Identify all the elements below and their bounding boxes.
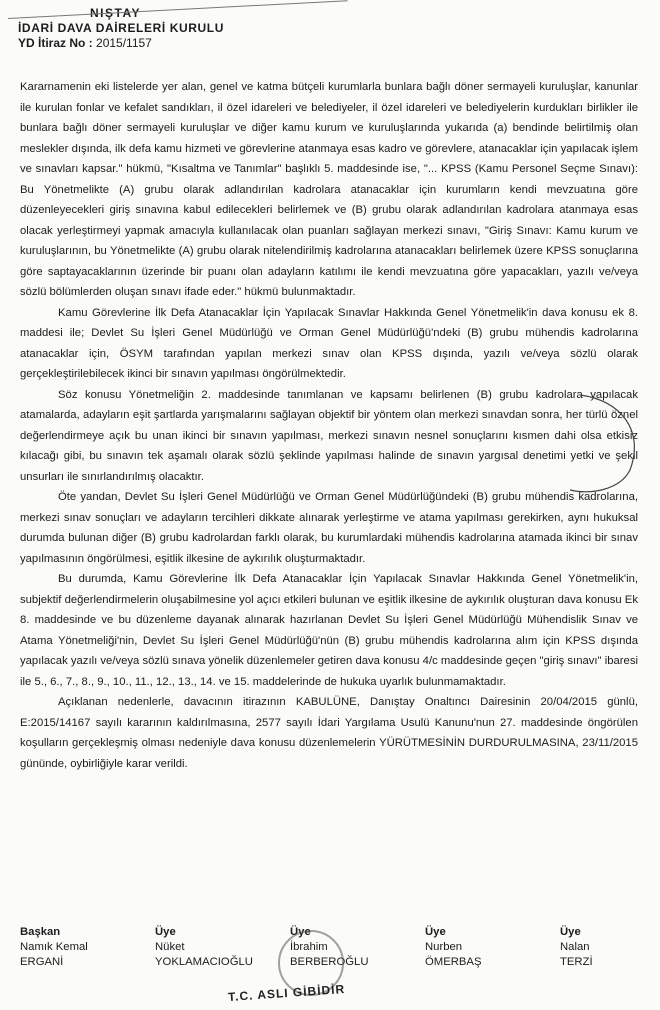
handwritten-bracket-mark bbox=[560, 390, 650, 500]
paragraph: Öte yandan, Devlet Su İşleri Genel Müdürlüğü ve Orman Genel Müdürlüğündeki (B) grubu mühendis kadrolarına, merkezi sınav sonuçları ve adayların tercihleri dikkate alınarak yerleştirme ve atama yapılması gerekirken, aynı hukuksal durumda bulunan diğer (B) grubu kadrolardan farklı olarak, bu kurumlardaki mühendis kadrolarına atamada ikinci bir sınav yapılmasının öngörülmesi, eşitlik ilkesine de aykırılık oluşturmaktadır. bbox=[20, 491, 638, 565]
signature-first-name: Nalan bbox=[560, 941, 590, 953]
certified-copy-stamp bbox=[228, 982, 346, 1004]
reference-label: YD İtiraz No : bbox=[18, 36, 93, 50]
court-name: NIŞTAY bbox=[90, 6, 142, 20]
seal-text: T.C. bbox=[227, 988, 254, 1005]
signature-role: Başkan bbox=[20, 926, 61, 938]
signature-last-name: YOKLAMACIOĞLU bbox=[155, 956, 253, 968]
signature-role: Üye bbox=[155, 926, 176, 938]
signature-member bbox=[560, 925, 640, 970]
signature-last-name: BERBEROĞLU bbox=[290, 956, 369, 968]
paragraph: Söz konusu Yönetmeliğin 2. maddesinde tanımlanan ve kapsamı belirlenen (B) grubu kadrolara yapılacak atamalarda, adayların eşit şartlarda yarışmalarını sağlayan objektif bir yöntem olan merkezi sınavdan sonra, her türlü öznel değerlendirmeye açık bu unan ikinci bir sınavın yapılması, merkezi sınavın nesnel sonuçlarını kısmen dahi olsa etkisiz kılacağı gibi, bu sınavın tek aşamalı olarak sözlü şeklinde yapılması halinde de sınavın yargısal denetimi yetki ve şekil unsurları ile sınırlandırılmış olacaktır. bbox=[20, 388, 638, 483]
paragraph: Kararnamenin eki listelerde yer alan, genel ve katma bütçeli kurumlarla bunlara bağlı döner sermayeli kuruluşlar, kanunlar ile kurulan fonlar ve kefalet sandıkları, il özel idareleri ve belediyeler, il özel idareleri ve belediyelerin kurdukları birlikler ile bunlara bağlı döner sermayeli kuruluşlar ve diğer kamu kurum ve kuruluşlarında yukarıda (a) bendinde belirtilmiş olan meslekler dışında, ilk defa kamu hizmeti ve görevlerine atanmaya esas kadro ve görevlere, atanacaklar için yapılacak işlem ve sınavları kapsar." hükmü, "Kısaltma ve Tanımlar" başlıklı 5. maddesinde ise, "... KPSS (Kamu Personel Seçme Sınavı): Bu Yönetmelikte (A) grubu olarak adlandırılan kadrolara atanacaklar için kurumların kendi mevzuatına göre düzenleyecekleri giriş sınavına kabul edilecekleri belirlemek ve (B) grubu olarak adlandırılan kadrolara atanmaya esas olacak yerleştirmeyi yapmak amacıyla kullanılacak olan puanları sağlayan merkezi sınavı, "Giriş Sınavı: Kamu kurum ve kuruluşlarının, bu Yönetmelikte (A) grubu olarak nitelendirilmiş kadrolarına atanacakları belirlemek üzere KPSS sonuçlarına göre saptayacaklarının üzerinde bir puanı olan adayların katılımı ile kendi mevzuatına göre yapacakları, yazılı ve/veya sözlü bölümlerden oluşan sınavı ifade eder." hükmü bulunmaktadır. bbox=[20, 81, 638, 298]
signature-last-name: ÖMERBAŞ bbox=[425, 956, 482, 968]
signature-first-name: Namık Kemal bbox=[20, 941, 88, 953]
signature-last-name: TERZİ bbox=[560, 956, 593, 968]
document-header bbox=[18, 6, 618, 51]
signature-role: Üye bbox=[425, 926, 446, 938]
signature-first-name: Nüket bbox=[155, 941, 185, 953]
document-body bbox=[20, 77, 638, 774]
signature-first-name: İbrahim bbox=[290, 941, 328, 953]
signature-role: Üye bbox=[290, 926, 311, 938]
paragraph: Açıklanan nedenlerle, davacının itirazının KABULÜNE, Danıştay Onaltıncı Dairesinin 20/04/2015 günlü, E:2015/14167 sayılı kararının kaldırılmasına, 2577 sayılı İdari Yargılama Usulü Kanunu'nun 27. maddesinde öngörülen koşulların gerçekleşmiş olması nedeniyle dava konusu düzenlemelerin YÜRÜTMESİNİN DURDURULMASINA, 23/11/2015 gününde, oybirliğiyle karar verildi. bbox=[20, 696, 638, 770]
signature-member bbox=[425, 925, 543, 970]
copy-text: ASLI GİBİDİR bbox=[256, 981, 346, 1003]
signature-president bbox=[20, 925, 138, 970]
signature-first-name: Nurben bbox=[425, 941, 463, 953]
paragraph: Kamu Görevlerine İlk Defa Atanacaklar İçin Yapılacak Sınavlar Hakkında Genel Yönetmelik'in dava konusu ek 8. maddesi ile; Devlet Su İşleri Genel Müdürlüğü ve Orman Genel Müdürlüğü'ndeki (B) grubu mühendis kadrolarına atanacaklar için, ÖSYM tarafından yapılan merkezi sınav olan KPSS dışında, yazılı ve/veya sözlü olarak gerçekleştirilebilecek ikinci bir sınavın yapılması öngörülmektedir. bbox=[20, 306, 638, 380]
paragraph: Bu durumda, Kamu Görevlerine İlk Defa Atanacaklar İçin Yapılacak Sınavlar Hakkında Genel Yönetmelik'in, subjektif değerlendirmelerin oluşabilmesine yol açıcı etkileri bulunan ve eşitlik ilkesine de aykırılık oluşturan dava konusu Ek 8. maddesinde ve bu düzenleme dayanak alınarak hazırlanan Devlet Su İşleri Genel Müdürlüğü Mühendislik Sınav ve Atama Yönetmeliği'nin, Devlet Su İşleri Genel Müdürlüğü'nün (B) grubu mühendis kadrolarına alım için KPSS dışında yapılacak yazılı ve/veya sözlü sınava yönelik düzenlemeler getiren dava konusu 4/c maddesinde geçen "giriş sınavı" ibaresi ile 5., 6., 7., 8., 9., 10., 11., 12., 13., 14. ve 15. maddelerinde de hukuka uyarlık bulunmamaktadır. bbox=[20, 573, 638, 688]
signature-member bbox=[155, 925, 273, 970]
reference-number bbox=[18, 36, 618, 51]
chamber-name: İDARİ DAVA DAİRELERİ KURULU bbox=[18, 21, 224, 35]
signature-role: Üye bbox=[560, 926, 581, 938]
signature-last-name: ERGANİ bbox=[20, 956, 64, 968]
reference-value: 2015/1157 bbox=[96, 36, 152, 50]
